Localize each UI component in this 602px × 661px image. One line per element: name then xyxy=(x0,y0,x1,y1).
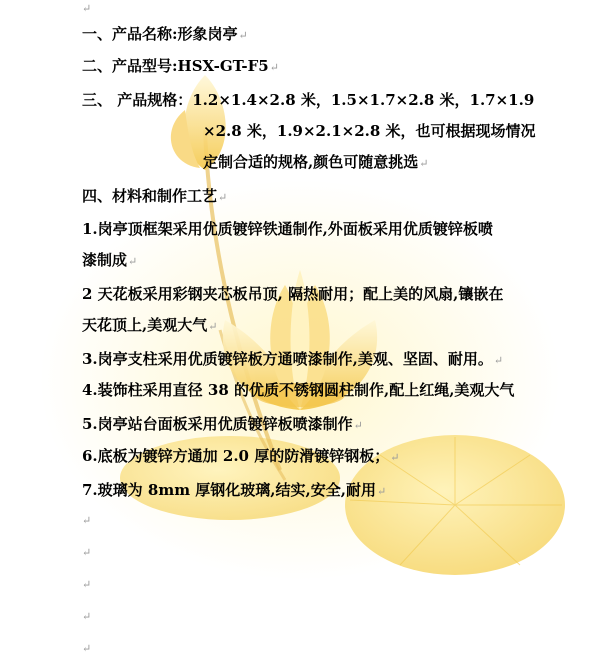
materials-heading xyxy=(82,186,227,208)
line-text: 5.岗亭站台面板采用优质镀锌板喷漆制作 xyxy=(82,415,353,433)
item-1-line xyxy=(82,219,493,239)
line-text: 6.底板为镀锌方通加 2.0 厚的防滑镀锌钢板； xyxy=(82,447,390,465)
line-text: 1.岗亭顶框架采用优质镀锌铁通制作,外面板采用优质镀锌板喷 xyxy=(82,220,493,238)
paragraph-mark: ↵ xyxy=(128,255,138,268)
item-3-line xyxy=(82,349,503,371)
line-text: 7.玻璃为 8mm 厚钢化玻璃,结实,安全,耐用 xyxy=(82,481,376,499)
paragraph-mark: ↵ xyxy=(419,157,429,170)
line-text: 2 天花板采用彩钢夹芯板吊顶, 隔热耐用；配上美的风扇,镶嵌在 xyxy=(82,285,504,303)
line-text: ×2.8 米，1.9×2.1×2.8 米，也可根据现场情况 xyxy=(203,122,536,140)
line-text: 天花顶上,美观大气 xyxy=(82,316,208,334)
product-spec-line xyxy=(82,90,534,110)
item-4-line xyxy=(82,380,514,400)
paragraph-mark: ↵ xyxy=(390,451,400,464)
paragraph-mark: ↵ xyxy=(493,354,504,367)
paragraph-mark: ↵ xyxy=(82,610,92,623)
paragraph-mark: ↵ xyxy=(82,2,92,15)
paragraph-mark: ↵ xyxy=(269,61,279,74)
item-5-line xyxy=(82,414,363,436)
paragraph-mark: ↵ xyxy=(353,419,363,432)
line-text: 一、产品名称:形象岗亭 xyxy=(82,25,238,43)
line-text: 三、 产品规格：1.2×1.4×2.8 米，1.5×1.7×2.8 米，1.7×1.9 xyxy=(82,91,535,109)
product-spec-line-2 xyxy=(203,121,536,141)
line-text: 四、材料和制作工艺 xyxy=(82,187,218,205)
paragraph-mark: ↵ xyxy=(82,546,92,559)
paragraph-mark: ↵ xyxy=(218,191,228,204)
item-7-line xyxy=(82,480,386,502)
item-2-line xyxy=(82,284,503,304)
paragraph-mark: ↵ xyxy=(82,642,92,655)
paragraph-mark: ↵ xyxy=(82,514,92,527)
line-text: 二、产品型号:HSX-GT-F5 xyxy=(82,57,269,75)
paragraph-mark: ↵ xyxy=(376,485,387,498)
line-text: 4.装饰柱采用直径 38 的优质不锈钢圆柱制作,配上红绳,美观大气 xyxy=(82,381,515,399)
line-text: 漆制成 xyxy=(82,251,128,269)
product-model-line xyxy=(82,56,279,78)
paragraph-mark: ↵ xyxy=(82,578,92,591)
item-6-line xyxy=(82,446,399,468)
item-2-line-2 xyxy=(82,315,217,337)
product-name-line xyxy=(82,24,248,46)
line-text: 3.岗亭支柱采用优质镀锌板方通喷漆制作,美观、坚固、耐用。 xyxy=(82,350,493,368)
item-1-line-2 xyxy=(82,250,137,272)
line-text: 定制合适的规格,颜色可随意挑选 xyxy=(203,153,419,171)
paragraph-mark: ↵ xyxy=(238,29,248,42)
product-spec-line-3 xyxy=(203,152,428,174)
paragraph-mark: ↵ xyxy=(208,320,218,333)
